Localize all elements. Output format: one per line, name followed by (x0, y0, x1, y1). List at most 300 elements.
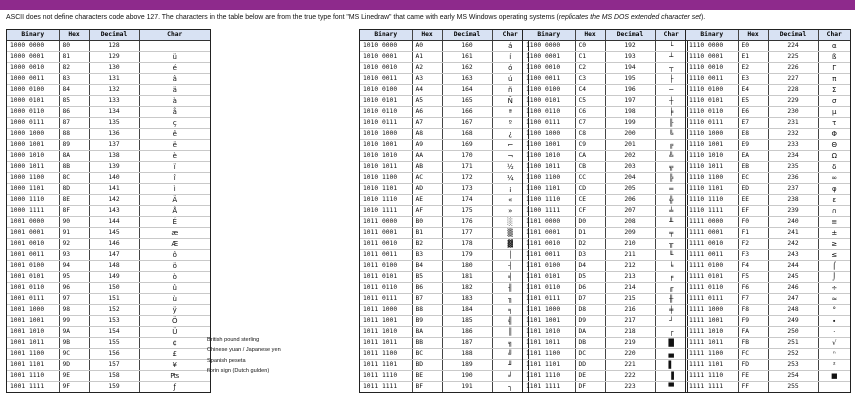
decimal-cell: 228 (768, 85, 818, 96)
table-row (523, 140, 687, 151)
table-row (360, 338, 528, 349)
char-cell: ║ (492, 327, 528, 338)
binary-cell: 1111 0110 (686, 283, 738, 294)
table-row (523, 316, 687, 327)
hex-cell: FC (738, 349, 768, 360)
decimal-cell: 158 (89, 371, 139, 382)
decimal-cell: 148 (89, 261, 139, 272)
decimal-cell: 194 (605, 63, 655, 74)
binary-cell: 1001 1111 (10, 383, 45, 390)
decimal-cell: 252 (768, 349, 818, 360)
decimal-cell: 243 (768, 250, 818, 261)
hex-cell: 9A (59, 327, 89, 338)
binary-cell: 1010 0010 (360, 63, 412, 74)
decimal-cell: 244 (768, 261, 818, 272)
char-cell: ë (139, 140, 210, 151)
char-cell: ç (139, 118, 210, 129)
decimal-cell: 248 (768, 305, 818, 316)
binary-cell: 1110 0011 (686, 74, 738, 85)
table-row (360, 74, 528, 85)
hex-cell: 8D (59, 184, 89, 195)
decimal-cell: 139 (89, 162, 139, 173)
binary-header: Binary (686, 30, 738, 41)
char-table (360, 30, 528, 392)
table-row (686, 129, 850, 140)
binary-cell: 1011 0101 (360, 272, 412, 283)
decimal-cell: 229 (768, 96, 818, 107)
table-row (686, 272, 850, 283)
char-cell: ╢ (492, 283, 528, 294)
decimal-cell: 142 (89, 195, 139, 206)
decimal-cell: 169 (442, 140, 492, 151)
decimal-cell: 189 (442, 360, 492, 371)
char-cell: Σ (818, 85, 850, 96)
binary-cell: 1110 1110 (686, 195, 738, 206)
binary-cell: 1011 1101 (360, 360, 412, 371)
binary-cell: 1100 1100 (523, 173, 575, 184)
table-row (686, 338, 850, 349)
decimal-cell: 178 (442, 239, 492, 250)
table-row (523, 371, 687, 382)
char-cell: ƒ (139, 382, 210, 393)
hex-cell: 9D (59, 360, 89, 371)
char-cell: τ (818, 118, 850, 129)
table-row (523, 52, 687, 63)
char-cell: ╝ (492, 349, 528, 360)
hex-cell: F5 (738, 272, 768, 283)
binary-cell: 1100 1110 (523, 195, 575, 206)
decimal-cell: 137 (89, 140, 139, 151)
char-cell: ┐ (492, 382, 528, 393)
char-cell: ∩ (818, 206, 850, 217)
header-row (7, 30, 210, 41)
decimal-cell: 221 (605, 360, 655, 371)
table-row (523, 96, 687, 107)
table-row (523, 162, 687, 173)
char-note: Chinese yuan / Japanese yen (207, 347, 281, 353)
char-cell: ä (139, 85, 210, 96)
binary-cell: 1000 1001 (7, 140, 59, 151)
table-row (523, 184, 687, 195)
char-cell: │ (492, 250, 528, 261)
hex-cell: A3 (412, 74, 442, 85)
binary-cell: 1001 1010 (7, 327, 59, 338)
hex-cell: 98 (59, 305, 89, 316)
table-row (686, 151, 850, 162)
decimal-cell: 133 (89, 96, 139, 107)
binary-cell: 1101 1101 (523, 360, 575, 371)
hex-cell: E0 (738, 41, 768, 52)
hex-cell: 9F (59, 382, 89, 393)
intro-text (6, 12, 852, 23)
table-row (360, 305, 528, 316)
hex-header: Hex (738, 30, 768, 41)
binary-cell: 1111 0000 (686, 217, 738, 228)
binary-cell: 1010 0001 (360, 52, 412, 63)
decimal-cell: 170 (442, 151, 492, 162)
decimal-cell: 222 (605, 371, 655, 382)
char-cell: ▐ (655, 371, 687, 382)
binary-cell: 1011 1111 (363, 383, 398, 390)
table-row (686, 74, 850, 85)
char-header: Char (655, 30, 687, 41)
hex-cell: 96 (59, 283, 89, 294)
hex-cell: B4 (412, 261, 442, 272)
hex-cell: A4 (412, 85, 442, 96)
char-cell: é (139, 63, 210, 74)
char-cell: α (818, 41, 850, 52)
binary-cell: 1010 1001 (360, 140, 412, 151)
char-cell: ╔ (655, 140, 687, 151)
decimal-cell: 212 (605, 261, 655, 272)
char-cell: ═ (655, 184, 687, 195)
hex-cell: A6 (412, 107, 442, 118)
table-row (360, 195, 528, 206)
binary-cell: 1011 1001 (360, 316, 412, 327)
table-row (523, 151, 687, 162)
decimal-cell: 237 (768, 184, 818, 195)
char-cell: ö (139, 261, 210, 272)
hex-cell: B5 (412, 272, 442, 283)
binary-cell: 1100 1111 (523, 206, 575, 217)
hex-cell: 9E (59, 371, 89, 382)
char-cell: ┌ (655, 327, 687, 338)
hex-cell: A0 (412, 41, 442, 52)
char-cell: Θ (818, 140, 850, 151)
char-cell: Ñ (492, 96, 528, 107)
hex-cell: 95 (59, 272, 89, 283)
hex-cell: C0 (575, 41, 605, 52)
header-row (360, 30, 528, 41)
hex-cell: F8 (738, 305, 768, 316)
char-cell: ≥ (818, 239, 850, 250)
hex-cell: 9C (59, 349, 89, 360)
hex-cell: E7 (738, 118, 768, 129)
decimal-cell: 195 (605, 74, 655, 85)
decimal-cell: 192 (605, 41, 655, 52)
binary-cell: 1110 1011 (686, 162, 738, 173)
binary-cell: 1011 0010 (360, 239, 412, 250)
hex-cell: FA (738, 327, 768, 338)
hex-cell: D0 (575, 217, 605, 228)
binary-cell: 1011 1011 (360, 338, 412, 349)
table-row (686, 239, 850, 250)
decimal-cell: 191 (442, 382, 492, 393)
char-cell: ⌐ (492, 140, 528, 151)
hex-cell: DA (575, 327, 605, 338)
table-row (523, 294, 687, 305)
hex-cell: 8B (59, 162, 89, 173)
hex-cell: BB (412, 338, 442, 349)
binary-cell: 1001 1001 (7, 316, 59, 327)
binary-cell: 1011 1100 (360, 349, 412, 360)
binary-cell: 1111 1100 (686, 349, 738, 360)
char-header: Char (139, 30, 210, 41)
hex-cell: C3 (575, 74, 605, 85)
binary-cell: 1110 1001 (686, 140, 738, 151)
hex-cell: D5 (575, 272, 605, 283)
decimal-cell: 136 (89, 129, 139, 140)
table-row (686, 206, 850, 217)
decimal-cell: 217 (605, 316, 655, 327)
char-cell: √ (818, 338, 850, 349)
binary-cell: 1110 0100 (686, 85, 738, 96)
hex-cell: DD (575, 360, 605, 371)
binary-cell: 1001 0000 (7, 217, 59, 228)
char-cell: ≤ (818, 250, 850, 261)
char-cell: ╖ (492, 294, 528, 305)
decimal-cell: 211 (605, 250, 655, 261)
decimal-cell: 215 (605, 294, 655, 305)
table-row (7, 184, 210, 195)
hex-cell: A2 (412, 63, 442, 74)
char-cell: ▌ (655, 360, 687, 371)
decimal-cell: 129 (89, 52, 139, 63)
decimal-cell: 166 (442, 107, 492, 118)
decimal-header: Decimal (768, 30, 818, 41)
table-row (360, 41, 528, 52)
table-row (7, 118, 210, 129)
decimal-cell: 174 (442, 195, 492, 206)
binary-cell: 1101 1110 (523, 371, 575, 382)
char-cell: ≡ (818, 217, 850, 228)
decimal-cell: 203 (605, 162, 655, 173)
table-row (686, 63, 850, 74)
char-cell: ú (492, 74, 528, 85)
table-row (360, 283, 528, 294)
table-row (360, 217, 528, 228)
char-cell: ½ (492, 162, 528, 173)
decimal-cell: 132 (89, 85, 139, 96)
table-row (7, 173, 210, 184)
table-row (7, 195, 210, 206)
char-cell: û (139, 283, 210, 294)
table-row (360, 349, 528, 360)
char-note: British pound sterling (207, 336, 260, 343)
decimal-cell: 204 (605, 173, 655, 184)
binary-cell: 1011 0001 (360, 228, 412, 239)
char-header: Char (818, 30, 850, 41)
char-cell: å (139, 107, 210, 118)
table-row (7, 371, 210, 382)
table-row (360, 118, 528, 129)
table-row (360, 382, 528, 393)
table-row (523, 327, 687, 338)
binary-cell: 1111 1000 (686, 305, 738, 316)
decimal-cell: 159 (89, 382, 139, 393)
decimal-cell: 168 (442, 129, 492, 140)
binary-cell: 1001 1000 (7, 305, 59, 316)
binary-cell: 1111 0100 (686, 261, 738, 272)
decimal-cell: 141 (89, 184, 139, 195)
char-cell: █ (655, 338, 687, 349)
binary-cell: 1101 1011 (523, 338, 575, 349)
char-cell: ≈ (818, 294, 850, 305)
binary-cell: 1000 0101 (7, 96, 59, 107)
char-cell: ╣ (492, 316, 528, 327)
hex-cell: EC (738, 173, 768, 184)
decimal-cell: 180 (442, 261, 492, 272)
char-cell (818, 382, 850, 393)
binary-cell: 1000 1011 (7, 162, 59, 173)
table-row (523, 118, 687, 129)
hex-cell: FF (738, 382, 768, 393)
char-cell: Γ (818, 63, 850, 74)
char-note: florin sign (Dutch gulden) (207, 368, 270, 374)
intro-suffix: ). (700, 14, 706, 21)
hex-cell: CC (575, 173, 605, 184)
hex-cell: CA (575, 151, 605, 162)
binary-cell: 1101 0010 (523, 239, 575, 250)
hex-cell: A1 (412, 52, 442, 63)
decimal-cell: 187 (442, 338, 492, 349)
binary-cell: 1110 0001 (686, 52, 738, 63)
hex-cell: F3 (738, 250, 768, 261)
table-row (360, 173, 528, 184)
char-cell: ┘ (655, 316, 687, 327)
hex-cell: BC (412, 349, 442, 360)
table-row (7, 85, 210, 96)
decimal-cell: 165 (442, 96, 492, 107)
decimal-cell: 156 (89, 349, 139, 360)
table-row (360, 250, 528, 261)
decimal-cell: 205 (605, 184, 655, 195)
decimal-cell: 206 (605, 195, 655, 206)
decimal-cell: 172 (442, 173, 492, 184)
table-row (7, 206, 210, 217)
char-cell: ª (492, 107, 528, 118)
decimal-cell: 193 (605, 52, 655, 63)
table-row (360, 184, 528, 195)
header-row (523, 30, 687, 41)
hex-cell: 87 (59, 118, 89, 129)
hex-cell: EE (738, 195, 768, 206)
hex-cell: AF (412, 206, 442, 217)
char-cell: â (139, 74, 210, 85)
binary-cell: 1111 0001 (686, 228, 738, 239)
decimal-cell: 249 (768, 316, 818, 327)
decimal-cell: 255 (768, 382, 818, 393)
table-row (360, 294, 528, 305)
char-cell: ░ (492, 217, 528, 228)
binary-cell: 1001 1101 (7, 360, 59, 371)
hex-cell: 86 (59, 107, 89, 118)
decimal-cell: 242 (768, 239, 818, 250)
binary-cell: 1001 0111 (7, 294, 59, 305)
decimal-cell: 185 (442, 316, 492, 327)
binary-cell: 1010 0111 (360, 118, 412, 129)
binary-cell: 1000 0100 (7, 85, 59, 96)
binary-cell: 1101 0001 (523, 228, 575, 239)
decimal-cell: 145 (89, 228, 139, 239)
char-cell: ├ (655, 74, 687, 85)
hex-cell: C5 (575, 96, 605, 107)
char-table (686, 30, 850, 392)
char-cell: ╞ (655, 107, 687, 118)
table-row (523, 382, 687, 393)
table-row (523, 74, 687, 85)
table-row (523, 239, 687, 250)
hex-cell: F0 (738, 217, 768, 228)
binary-cell: 1010 1011 (360, 162, 412, 173)
decimal-cell: 128 (89, 41, 139, 52)
table-row (7, 52, 210, 63)
table-row (523, 129, 687, 140)
hex-cell: CB (575, 162, 605, 173)
hex-cell: C7 (575, 118, 605, 129)
decimal-cell: 231 (768, 118, 818, 129)
binary-cell: 1010 0011 (360, 74, 412, 85)
char-cell: à (139, 96, 210, 107)
binary-cell: 1010 1101 (360, 184, 412, 195)
char-cell: ò (139, 272, 210, 283)
table-row (360, 239, 528, 250)
decimal-cell: 239 (768, 206, 818, 217)
table-row (7, 272, 210, 283)
decimal-cell: 161 (442, 52, 492, 63)
hex-cell: C2 (575, 63, 605, 74)
binary-cell: 1100 1101 (523, 184, 575, 195)
hex-cell: 83 (59, 74, 89, 85)
table-row (7, 338, 210, 349)
char-cell: ñ (492, 85, 528, 96)
char-cell: » (492, 206, 528, 217)
char-cell: î (139, 173, 210, 184)
binary-cell: 1110 0101 (686, 96, 738, 107)
hex-cell: F6 (738, 283, 768, 294)
table-row (7, 63, 210, 74)
decimal-cell: 199 (605, 118, 655, 129)
decimal-cell: 200 (605, 129, 655, 140)
table-row (360, 63, 528, 74)
char-cell: ╫ (655, 294, 687, 305)
binary-cell: 1110 1101 (686, 184, 738, 195)
binary-cell: 1101 1111 (526, 383, 561, 390)
binary-cell: 1010 1111 (360, 206, 412, 217)
binary-cell: 1100 0101 (523, 96, 575, 107)
table-row (523, 173, 687, 184)
table-row (686, 316, 850, 327)
char-cell: Ä (139, 195, 210, 206)
binary-cell: 1101 0110 (523, 283, 575, 294)
char-cell: ÿ (139, 305, 210, 316)
char-cell: ╕ (492, 305, 528, 316)
binary-cell: 1100 0100 (523, 85, 575, 96)
hex-cell: BF (412, 382, 442, 393)
decimal-cell: 171 (442, 162, 492, 173)
decimal-cell: 175 (442, 206, 492, 217)
table-row (686, 140, 850, 151)
char-cell: · (818, 327, 850, 338)
hex-cell: BE (412, 371, 442, 382)
binary-cell: 1000 0110 (7, 107, 59, 118)
binary-cell: 1110 0110 (686, 107, 738, 118)
decimal-cell: 150 (89, 283, 139, 294)
table-row (360, 151, 528, 162)
hex-cell: 85 (59, 96, 89, 107)
hex-cell: B8 (412, 305, 442, 316)
table-row (360, 261, 528, 272)
binary-cell: 1011 0110 (360, 283, 412, 294)
binary-cell: 1101 0111 (523, 294, 575, 305)
decimal-cell: 202 (605, 151, 655, 162)
char-cell: ô (139, 250, 210, 261)
hex-cell: D3 (575, 250, 605, 261)
binary-cell: 1001 1100 (7, 349, 59, 360)
decimal-cell: 155 (89, 338, 139, 349)
hex-cell: AA (412, 151, 442, 162)
binary-cell: 1111 1001 (686, 316, 738, 327)
